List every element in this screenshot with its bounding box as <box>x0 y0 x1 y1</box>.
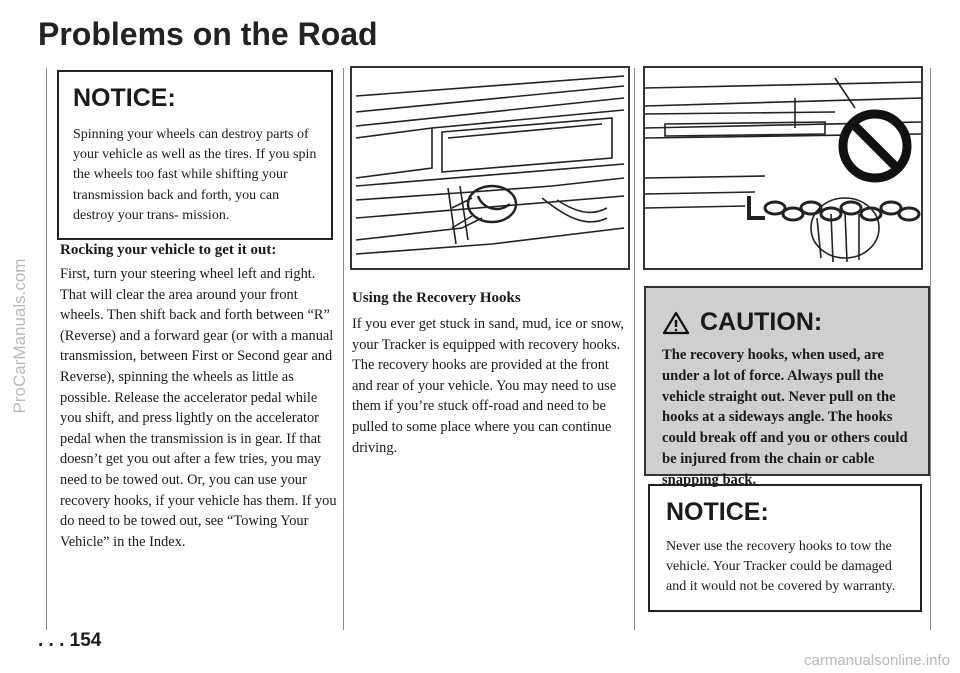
caution-box <box>644 286 930 488</box>
warning-triangle-icon <box>662 311 690 335</box>
recovery-hook-illustration <box>350 66 630 270</box>
recovery-hook-drawing <box>352 68 628 268</box>
page-number: . . . 154 <box>38 630 102 651</box>
page-title: Problems on the Road <box>38 16 378 52</box>
footer-watermark: carmanualsonline.info <box>804 652 950 669</box>
notice-text-towing: Never use the recovery hooks to tow the vehicle. Your Tracker could be damaged and it would not be covered by warranty. <box>666 539 896 595</box>
column-rule-left <box>46 68 47 630</box>
chain-drawing <box>645 68 921 268</box>
prohibition-icon <box>843 114 907 178</box>
notice-box-towing <box>648 484 922 612</box>
rocking-body: First, turn your steering wheel left and right. That will clear the area around your front wheels. Then shift back and forth between “R” (Reverse) and a forward gear (or with a manual transmission, between First or Second gear and Reverse), spinning the wheels as little as possible. Release the accelerator pedal while you shift, and press lightly on the accelerator pedal when the transmission is in gear. If that doesn’t get you out after a few tries, you may need to be towed out. Or, you can use your recovery hooks, if your vehicle has them. If you do need to be towed out, see “Towing Your Vehicle” in the Index. <box>60 266 337 550</box>
notice-box-spinning <box>57 70 333 240</box>
caution-text: The recovery hooks, when used, are under a lot of force. Always pull the vehicle straight out. Never pull on the hooks at a sideways angle. The hooks could break off and you or others could be injured from the chain or cable snapping back. <box>662 347 908 488</box>
notice-heading-towing: NOTICE: <box>666 498 769 526</box>
recovery-hooks-subheading: Using the Recovery Hooks <box>352 290 521 306</box>
recovery-hooks-body: If you ever get stuck in sand, mud, ice or snow, your Tracker is equipped with recovery hooks. The recovery hooks are provided at the front and rear of your vehicle. You may need to use them if you’re stuck off-road and need to be pulled to some place where you can continue driving. <box>352 316 625 456</box>
column-rule-far-right <box>930 68 931 630</box>
notice-text: Spinning your wheels can destroy parts of your vehicle as well as the tires. If you spin the wheels too fast while shifting your transmission back and forth, you can destroy your trans- mission. <box>73 127 317 223</box>
chain-prohibited-illustration <box>643 66 923 270</box>
notice-heading: NOTICE: <box>73 84 176 112</box>
column-rule-right <box>634 68 635 630</box>
caution-header <box>662 308 914 337</box>
side-watermark <box>0 0 40 673</box>
rocking-subheading: Rocking your vehicle to get it out: <box>60 242 277 258</box>
caution-heading: CAUTION: <box>700 308 823 336</box>
column-rule-mid <box>343 68 344 630</box>
side-watermark-text: ProCarManuals.com <box>10 258 29 414</box>
